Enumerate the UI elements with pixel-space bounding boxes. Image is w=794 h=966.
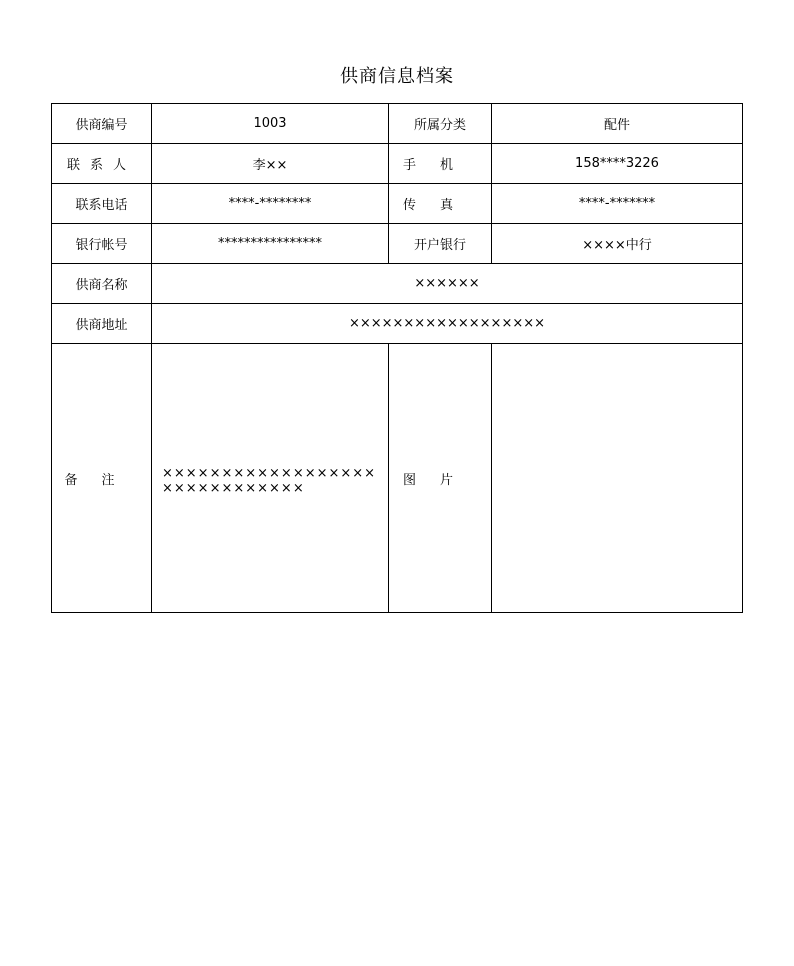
table-row: [52, 104, 743, 144]
phone-label: 联系电话: [52, 184, 152, 224]
bank-label: 开户银行: [389, 224, 492, 264]
table-row: [52, 224, 743, 264]
notes-value: ××××××××××××××××××××××××××××××: [162, 466, 377, 496]
supplier-no-value: 1003: [152, 104, 389, 144]
table-row: [52, 264, 743, 304]
contact-value: 李××: [152, 144, 389, 184]
contact-label: 联系人: [52, 144, 152, 184]
supplier-name-value: ××××××: [152, 264, 743, 304]
address-label: 供商地址: [52, 304, 152, 344]
picture-area: [492, 344, 743, 613]
fax-label: 传真: [389, 184, 492, 224]
table-row: [52, 144, 743, 184]
account-label: 银行帐号: [52, 224, 152, 264]
supplier-info-table: [51, 103, 743, 613]
address-value: ××××××××××××××××××: [152, 304, 743, 344]
category-value: 配件: [492, 104, 743, 144]
notes-cell: [152, 344, 389, 613]
table-row: [52, 344, 743, 613]
supplier-name-label: 供商名称: [52, 264, 152, 304]
mobile-label: 手机: [389, 144, 492, 184]
phone-value: ****-********: [152, 184, 389, 224]
mobile-value: 158****3226: [492, 144, 743, 184]
notes-label: 备注: [52, 344, 152, 613]
fax-value: ****-*******: [492, 184, 743, 224]
supplier-no-label: 供商编号: [52, 104, 152, 144]
table-row: [52, 184, 743, 224]
account-value: ****************: [152, 224, 389, 264]
picture-label: 图片: [389, 344, 492, 613]
page-title: 供商信息档案: [340, 66, 454, 87]
bank-value: ××××中行: [492, 224, 743, 264]
table-row: [52, 304, 743, 344]
category-label: 所属分类: [389, 104, 492, 144]
